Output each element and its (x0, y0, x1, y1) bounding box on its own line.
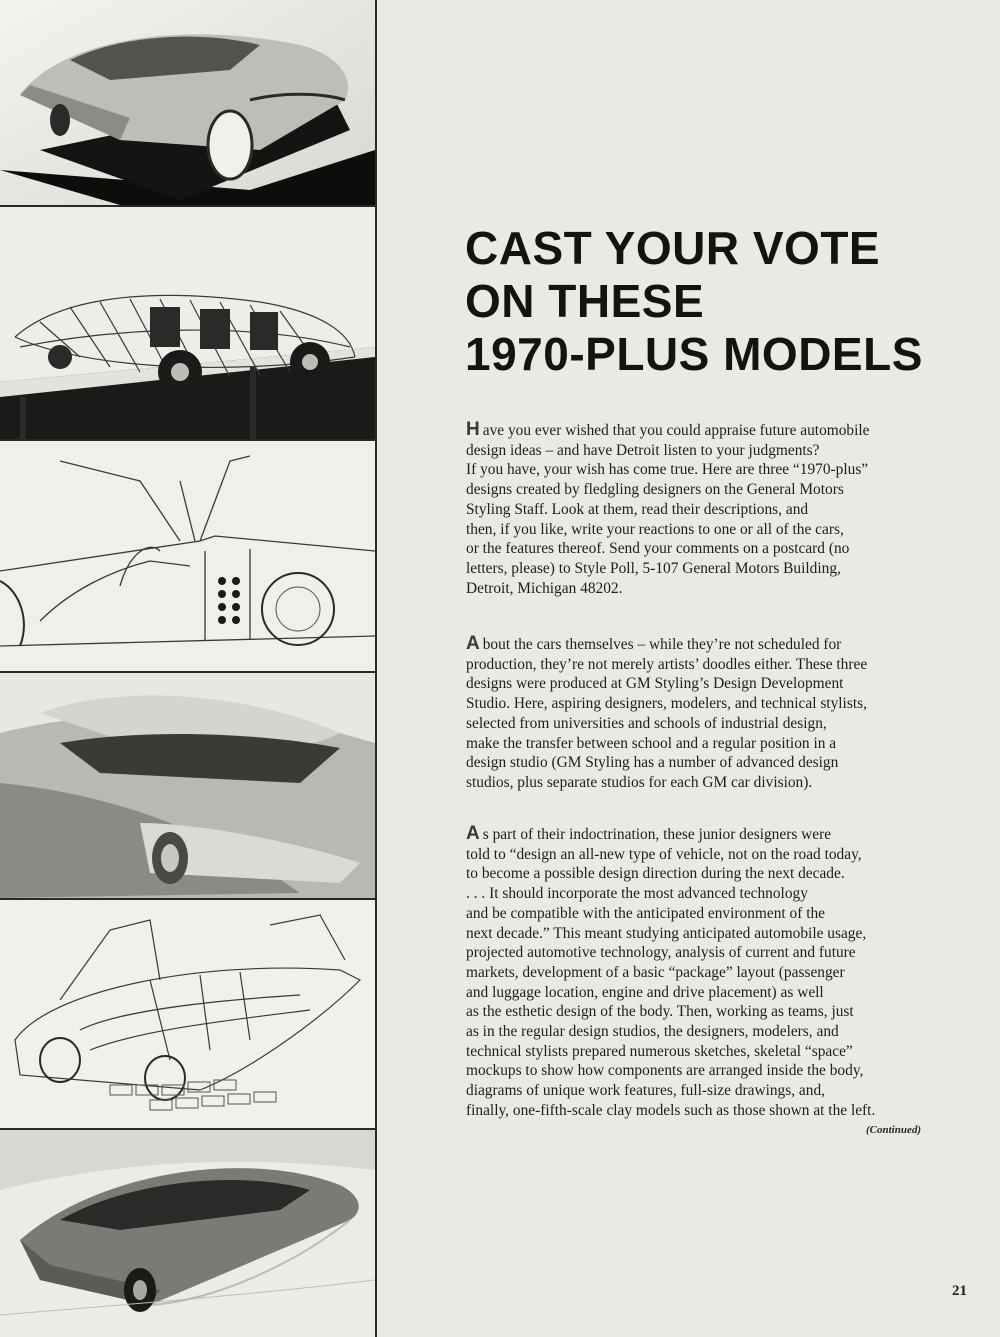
photo-column (0, 0, 377, 1337)
headline-line: 1970-PLUS MODELS (465, 328, 923, 380)
paragraph-line: Studio. Here, aspiring designers, modelers, and technical stylists, (466, 695, 867, 713)
paragraph-line: studios, plus separate studios for each GM car division). (466, 773, 813, 791)
headline-line: CAST YOUR VOTE (465, 222, 881, 274)
clay-model-3-photo (0, 1130, 375, 1337)
paragraph-line: diagrams of unique work features, full-size drawings, and, (466, 1082, 826, 1100)
paragraph-line: then, if you like, write your reactions to one or all of the cars, (466, 520, 844, 538)
clay-model-1-photo (0, 0, 375, 205)
paragraph-line: make the transfer between school and a regular position in a (466, 734, 837, 752)
paragraph-line: and be compatible with the anticipated environment of the (466, 904, 825, 922)
paragraph-line: next decade.” This meant studying anticipated automobile usage, (466, 924, 867, 942)
paragraph-line: markets, development of a basic “package” layout (passenger (466, 963, 845, 981)
paragraph-line: design studio (GM Styling has a number of advanced design (466, 754, 839, 772)
paragraph-line: . . . It should incorporate the most advanced technology (466, 885, 808, 903)
paragraph-line: told to “design an all-new type of vehicle, not on the road today, (466, 845, 862, 863)
paragraph-line: Detroit, Michigan 48202. (466, 579, 623, 597)
paragraph-line: finally, one-fifth-scale clay models such as those shown at the left. (466, 1101, 876, 1119)
paragraph-line: as in the regular design studios, the designers, modelers, and (466, 1023, 839, 1041)
paragraph-line: ave you ever wished that you could appraise future automobile (482, 422, 870, 439)
continued-label: (Continued) (866, 1124, 922, 1136)
paragraph-line: projected automotive technology, analysis of current and future (466, 944, 856, 962)
drop-cap: A (466, 633, 480, 654)
cars-paragraph (466, 634, 950, 793)
paragraph-line: Styling Staff. Look at them, read their descriptions, and (466, 500, 809, 518)
paragraph-line: to become a possible design direction during the next decade. (466, 865, 845, 883)
paragraph-line: designs were produced at GM Styling’s Design Development (466, 675, 844, 693)
headline-line: ON THESE (465, 275, 705, 327)
intro-paragraph (466, 420, 950, 598)
page-headline (465, 222, 945, 381)
space-mockup-photo (0, 207, 375, 439)
paragraph-line: and luggage location, engine and drive placement) as well (466, 983, 824, 1001)
paragraph-line: design ideas – and have Detroit listen to your judgments? (466, 441, 820, 459)
paragraph-line: selected from universities and schools of industrial design, (466, 714, 827, 732)
paragraph-line: technical stylists prepared numerous sketches, skeletal “space” (466, 1042, 853, 1060)
indoctrination-paragraph (466, 824, 950, 1121)
page-number: 21 (952, 1283, 967, 1299)
paragraph-line: bout the cars themselves – while they’re not scheduled for (482, 636, 842, 653)
paragraph-line: s part of their indoctrination, these junior designers were (482, 826, 832, 843)
cutaway-drawing-photo (0, 900, 375, 1128)
paragraph-line: or the features thereof. Send your comments on a postcard (no (466, 540, 850, 558)
paragraph-line: production, they’re not merely artists’ doodles either. These three (466, 655, 868, 673)
gullwing-sketch-photo (0, 441, 375, 671)
paragraph-line: designs created by fledgling designers on the General Motors (466, 481, 844, 499)
clay-model-2-photo (0, 673, 375, 898)
paragraph-line: letters, please) to Style Poll, 5-107 General Motors Building, (466, 559, 841, 577)
drop-cap: H (466, 419, 480, 440)
drop-cap: A (466, 823, 480, 844)
paragraph-line: If you have, your wish has come true. Here are three “1970-plus” (466, 461, 869, 479)
paragraph-line: mockups to show how components are arranged inside the body, (466, 1062, 864, 1080)
paragraph-line: as the esthetic design of the body. Then, working as teams, just (466, 1003, 854, 1021)
